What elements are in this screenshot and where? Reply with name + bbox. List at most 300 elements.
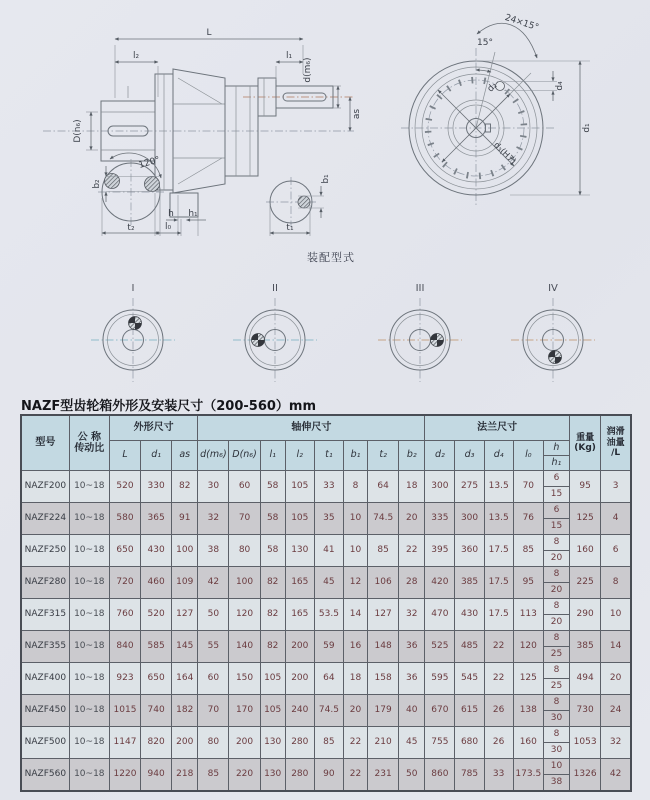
value-cell: 820 — [141, 727, 172, 759]
table-title: NAZF型齿轮箱外形及安装尺寸（200-560）mm — [21, 399, 317, 414]
h1-value-cell: 20 — [543, 615, 569, 631]
value-cell: 26 — [484, 695, 513, 727]
value-cell: 280 — [285, 759, 314, 792]
value-cell: 330 — [141, 471, 172, 503]
input-shaft-detail — [92, 153, 164, 236]
model-cell: NAZF200 — [21, 471, 69, 503]
h-value-cell: 8 — [543, 695, 569, 711]
value-cell: 430 — [455, 599, 484, 631]
h-value-cell: 8 — [543, 567, 569, 583]
table-row — [21, 663, 631, 679]
value-cell: 360 — [455, 535, 484, 567]
value-cell: 860 — [425, 759, 455, 792]
col-header-ratio — [69, 415, 109, 471]
value-cell: 100 — [229, 567, 260, 599]
value-cell: 55 — [198, 631, 229, 663]
col-header-h: h — [543, 441, 569, 456]
value-cell: 130 — [260, 759, 285, 792]
value-cell: 420 — [425, 567, 455, 599]
assembly-type-3-numeral: III — [415, 283, 425, 294]
value-cell: 275 — [455, 471, 484, 503]
model-cell: NAZF560 — [21, 759, 69, 792]
value-cell: 200 — [285, 631, 314, 663]
value-cell: 95 — [513, 567, 543, 599]
value-cell: 120 — [229, 599, 260, 631]
h1-value-cell: 20 — [543, 583, 569, 599]
col-header-oil-line2: 油量 — [606, 437, 625, 448]
value-cell: 680 — [455, 727, 484, 759]
ratio-cell: 10~18 — [69, 759, 109, 792]
value-cell: 160 — [513, 727, 543, 759]
value-cell: 90 — [314, 759, 343, 792]
value-cell: 18 — [399, 471, 425, 503]
value-cell: 105 — [260, 695, 285, 727]
assembly-type-4 — [509, 282, 597, 384]
spec-table-head — [21, 415, 631, 471]
h1-value-cell: 30 — [543, 743, 569, 759]
h-value-cell: 8 — [543, 599, 569, 615]
value-cell: 113 — [513, 599, 543, 631]
assembly-type-1 — [89, 282, 177, 384]
model-cell: NAZF400 — [21, 663, 69, 695]
value-cell: 138 — [513, 695, 543, 727]
value-cell: 385 — [455, 567, 484, 599]
col-header-as: as — [172, 441, 198, 471]
value-cell: 60 — [198, 663, 229, 695]
assembly-type-1-numeral: I — [131, 283, 135, 294]
assembly-type-2-numeral: II — [272, 283, 278, 294]
assembly-type-3 — [376, 282, 464, 384]
value-cell: 12 — [343, 567, 367, 599]
col-header-dm6: d(m₆) — [198, 441, 229, 471]
col-header-weight-line2: (Kg) — [574, 443, 596, 453]
value-cell: 545 — [455, 663, 484, 695]
value-cell: 64 — [368, 471, 399, 503]
assembly-type-2 — [231, 282, 319, 384]
value-cell: 923 — [109, 663, 140, 695]
dim-dm6 — [303, 57, 341, 108]
dim-label-15deg: 15° — [477, 38, 493, 48]
value-cell: 200 — [229, 727, 260, 759]
value-cell: 35 — [314, 503, 343, 535]
value-cell: 42 — [198, 567, 229, 599]
value-cell: 140 — [229, 631, 260, 663]
value-cell: 525 — [425, 631, 455, 663]
value-cell: 85 — [513, 535, 543, 567]
table-row — [21, 695, 631, 711]
value-cell: 580 — [109, 503, 140, 535]
assembly-caption: 装配型式 — [307, 251, 355, 264]
ratio-cell: 10~18 — [69, 535, 109, 567]
weight-cell: 494 — [570, 663, 601, 695]
value-cell: 650 — [109, 535, 140, 567]
ratio-cell: 10~18 — [69, 663, 109, 695]
dim-label-d4: d₄ — [555, 81, 565, 91]
oil-cell: 6 — [601, 535, 631, 567]
h-value-cell: 10 — [543, 759, 569, 775]
value-cell: 1147 — [109, 727, 140, 759]
value-cell: 91 — [172, 503, 198, 535]
dim-label-l1: l₁ — [285, 51, 293, 61]
keyway-hole — [298, 196, 310, 208]
table-row — [21, 599, 631, 615]
value-cell: 85 — [198, 759, 229, 792]
col-header-b1: b₁ — [343, 441, 367, 471]
value-cell: 8 — [343, 471, 367, 503]
weight-cell: 290 — [570, 599, 601, 631]
value-cell: 182 — [172, 695, 198, 727]
dim-as — [350, 97, 362, 131]
col-header-d1: d₁ — [141, 441, 172, 471]
h1-value-cell: 20 — [543, 551, 569, 567]
value-cell: 10 — [343, 503, 367, 535]
value-cell: 36 — [399, 663, 425, 695]
weight-cell: 1326 — [570, 759, 601, 792]
value-cell: 240 — [285, 695, 314, 727]
col-header-b2: b₂ — [399, 441, 425, 471]
output-shaft-detail — [266, 174, 331, 236]
value-cell: 41 — [314, 535, 343, 567]
oil-cell: 3 — [601, 471, 631, 503]
col-header-l2: l₂ — [285, 441, 314, 471]
ratio-cell: 10~18 — [69, 727, 109, 759]
table-row — [21, 631, 631, 647]
value-cell: 595 — [425, 663, 455, 695]
value-cell: 58 — [260, 503, 285, 535]
value-cell: 218 — [172, 759, 198, 792]
value-cell: 615 — [455, 695, 484, 727]
dim-label-d1: d₁ — [582, 123, 592, 133]
value-cell: 22 — [343, 727, 367, 759]
model-cell: NAZF355 — [21, 631, 69, 663]
dim-l1 — [276, 51, 303, 80]
oil-cell: 14 — [601, 631, 631, 663]
oil-cell: 4 — [601, 503, 631, 535]
group-header-flange-dims: 法兰尺寸 — [425, 415, 570, 441]
model-cell: NAZF500 — [21, 727, 69, 759]
value-cell: 148 — [368, 631, 399, 663]
value-cell: 430 — [141, 535, 172, 567]
dim-label-d2: d₂ — [485, 80, 500, 95]
dim-label-L: L — [206, 28, 212, 38]
weight-cell: 160 — [570, 535, 601, 567]
value-cell: 17.5 — [484, 567, 513, 599]
value-cell: 32 — [399, 599, 425, 631]
value-cell: 470 — [425, 599, 455, 631]
model-cell: NAZF224 — [21, 503, 69, 535]
value-cell: 105 — [260, 663, 285, 695]
col-header-oil-line3: /L — [611, 448, 621, 459]
value-cell: 82 — [260, 631, 285, 663]
dim-label-bolt-pattern: 24×15° — [503, 12, 540, 34]
h-value-cell: 6 — [543, 503, 569, 519]
value-cell: 200 — [285, 663, 314, 695]
dim-label-b1: b₁ — [321, 174, 331, 184]
value-cell: 300 — [425, 471, 455, 503]
value-cell: 165 — [285, 599, 314, 631]
value-cell: 13.5 — [484, 503, 513, 535]
h1-value-cell: 38 — [543, 775, 569, 792]
weight-cell: 385 — [570, 631, 601, 663]
value-cell: 670 — [425, 695, 455, 727]
dim-label-h1: h₁ — [188, 209, 198, 219]
value-cell: 20 — [399, 503, 425, 535]
dim-d3 — [438, 90, 518, 167]
weight-cell: 125 — [570, 503, 601, 535]
h1-value-cell: 15 — [543, 487, 569, 503]
value-cell: 170 — [229, 695, 260, 727]
value-cell: 82 — [172, 471, 198, 503]
value-cell: 36 — [399, 631, 425, 663]
value-cell: 50 — [399, 759, 425, 792]
value-cell: 45 — [399, 727, 425, 759]
value-cell: 16 — [343, 631, 367, 663]
value-cell: 365 — [141, 503, 172, 535]
value-cell: 127 — [172, 599, 198, 631]
value-cell: 53.5 — [314, 599, 343, 631]
value-cell: 280 — [285, 727, 314, 759]
col-header-l0: l₀ — [513, 441, 543, 471]
h-value-cell: 6 — [543, 471, 569, 487]
model-cell: NAZF315 — [21, 599, 69, 631]
h-value-cell: 8 — [543, 631, 569, 647]
group-header-shaft-dims: 轴伸尺寸 — [198, 415, 425, 441]
value-cell: 760 — [109, 599, 140, 631]
value-cell: 179 — [368, 695, 399, 727]
col-header-t1: t₁ — [314, 441, 343, 471]
value-cell: 58 — [260, 535, 285, 567]
value-cell: 1220 — [109, 759, 140, 792]
value-cell: 200 — [172, 727, 198, 759]
col-header-h1: h₁ — [543, 456, 569, 471]
value-cell: 20 — [343, 695, 367, 727]
h1-value-cell: 25 — [543, 679, 569, 695]
value-cell: 22 — [399, 535, 425, 567]
dim-L — [115, 28, 303, 98]
value-cell: 17.5 — [484, 535, 513, 567]
value-cell: 585 — [141, 631, 172, 663]
value-cell: 650 — [141, 663, 172, 695]
table-row — [21, 471, 631, 487]
col-header-weight — [570, 415, 601, 471]
value-cell: 127 — [368, 599, 399, 631]
value-cell: 38 — [198, 535, 229, 567]
assembly-type-4-diagram — [509, 296, 597, 384]
value-cell: 64 — [314, 663, 343, 695]
oil-cell: 32 — [601, 727, 631, 759]
value-cell: 120 — [513, 631, 543, 663]
value-cell: 220 — [229, 759, 260, 792]
value-cell: 28 — [399, 567, 425, 599]
value-cell: 125 — [513, 663, 543, 695]
dim-label-120deg: 120° — [137, 155, 162, 171]
value-cell: 80 — [198, 727, 229, 759]
col-header-model: 型号 — [21, 415, 69, 471]
model-cell: NAZF250 — [21, 535, 69, 567]
col-header-l1: l₁ — [260, 441, 285, 471]
oil-cell: 42 — [601, 759, 631, 792]
dim-label-dm6: d(m₆) — [303, 57, 313, 83]
value-cell: 231 — [368, 759, 399, 792]
value-cell: 106 — [368, 567, 399, 599]
value-cell: 940 — [141, 759, 172, 792]
col-header-d2: d₂ — [425, 441, 455, 471]
weight-cell: 1053 — [570, 727, 601, 759]
value-cell: 18 — [343, 663, 367, 695]
value-cell: 158 — [368, 663, 399, 695]
value-cell: 22 — [343, 759, 367, 792]
value-cell: 32 — [198, 503, 229, 535]
value-cell: 150 — [229, 663, 260, 695]
value-cell: 335 — [425, 503, 455, 535]
value-cell: 173.5 — [513, 759, 543, 792]
value-cell: 76 — [513, 503, 543, 535]
value-cell: 10 — [343, 535, 367, 567]
value-cell: 720 — [109, 567, 140, 599]
value-cell: 80 — [229, 535, 260, 567]
group-header-outline-dims: 外形尺寸 — [109, 415, 197, 441]
value-cell: 70 — [229, 503, 260, 535]
dim-bolt-pattern — [477, 13, 540, 58]
h1-value-cell: 30 — [543, 711, 569, 727]
model-cell: NAZF280 — [21, 567, 69, 599]
value-cell: 105 — [285, 471, 314, 503]
value-cell: 740 — [141, 695, 172, 727]
dim-label-b2: b₂ — [92, 179, 102, 189]
ratio-cell: 10~18 — [69, 503, 109, 535]
oil-cell: 10 — [601, 599, 631, 631]
col-header-weight-line1: 重量 — [576, 432, 595, 443]
end-view-drawing — [385, 8, 645, 243]
value-cell: 785 — [455, 759, 484, 792]
value-cell: 26 — [484, 727, 513, 759]
dim-label-as: as — [352, 108, 362, 120]
value-cell: 395 — [425, 535, 455, 567]
h-value-cell: 8 — [543, 663, 569, 679]
dim-label-l0: l₀ — [164, 222, 172, 232]
assembly-type-3-diagram — [376, 296, 464, 384]
dim-label-h: h — [168, 209, 174, 219]
keyway-hole-right — [145, 177, 160, 192]
table-row — [21, 535, 631, 551]
ratio-cell: 10~18 — [69, 471, 109, 503]
table-row — [21, 727, 631, 743]
value-cell: 70 — [198, 695, 229, 727]
value-cell: 82 — [260, 567, 285, 599]
ratio-cell: 10~18 — [69, 631, 109, 663]
dim-label-t2: t₂ — [127, 223, 135, 233]
value-cell: 210 — [368, 727, 399, 759]
col-header-d3: d₃ — [455, 441, 484, 471]
h-value-cell: 8 — [543, 727, 569, 743]
value-cell: 520 — [141, 599, 172, 631]
value-cell: 40 — [399, 695, 425, 727]
side-view-drawing — [28, 12, 373, 247]
oil-cell: 20 — [601, 663, 631, 695]
ratio-cell: 10~18 — [69, 695, 109, 727]
assembly-type-2-diagram — [231, 296, 319, 384]
oil-cell: 8 — [601, 567, 631, 599]
col-header-oil — [601, 415, 631, 471]
value-cell: 300 — [455, 503, 484, 535]
value-cell: 145 — [172, 631, 198, 663]
value-cell: 60 — [229, 471, 260, 503]
value-cell: 130 — [285, 535, 314, 567]
value-cell: 70 — [513, 471, 543, 503]
value-cell: 33 — [484, 759, 513, 792]
table-row — [21, 503, 631, 519]
value-cell: 164 — [172, 663, 198, 695]
spec-table-wrapper — [20, 414, 632, 792]
col-header-t2: t₂ — [368, 441, 399, 471]
col-header-L: L — [109, 441, 140, 471]
ratio-cell: 10~18 — [69, 567, 109, 599]
value-cell: 485 — [455, 631, 484, 663]
h-value-cell: 8 — [543, 535, 569, 551]
dim-label-d3: d₃(H7) — [491, 140, 518, 167]
keyway-hole-upper — [105, 174, 120, 189]
value-cell: 58 — [260, 471, 285, 503]
dim-label-l2: l₂ — [132, 51, 140, 61]
value-cell: 74.5 — [314, 695, 343, 727]
value-cell: 17.5 — [484, 599, 513, 631]
value-cell: 109 — [172, 567, 198, 599]
weight-cell: 730 — [570, 695, 601, 727]
assembly-type-1-diagram — [89, 296, 177, 384]
value-cell: 82 — [260, 599, 285, 631]
model-cell: NAZF450 — [21, 695, 69, 727]
weight-cell: 225 — [570, 567, 601, 599]
dim-label-Dn6: D(n₆) — [73, 119, 83, 143]
value-cell: 59 — [314, 631, 343, 663]
value-cell: 14 — [343, 599, 367, 631]
value-cell: 30 — [198, 471, 229, 503]
assembly-type-4-numeral: IV — [548, 283, 558, 294]
h1-value-cell: 25 — [543, 647, 569, 663]
table-row — [21, 759, 631, 775]
value-cell: 1015 — [109, 695, 140, 727]
h1-value-cell: 15 — [543, 519, 569, 535]
dim-d4 — [496, 71, 566, 101]
value-cell: 100 — [172, 535, 198, 567]
table-row — [21, 567, 631, 583]
value-cell: 50 — [198, 599, 229, 631]
value-cell: 85 — [368, 535, 399, 567]
value-cell: 13.5 — [484, 471, 513, 503]
col-header-ratio-line1: 公 称 — [77, 431, 102, 443]
col-header-oil-line1: 润滑 — [606, 427, 625, 438]
value-cell: 105 — [285, 503, 314, 535]
value-cell: 520 — [109, 471, 140, 503]
value-cell: 22 — [484, 631, 513, 663]
value-cell: 45 — [314, 567, 343, 599]
value-cell: 165 — [285, 567, 314, 599]
dim-l2 — [115, 51, 158, 97]
spec-table-body — [21, 471, 631, 792]
value-cell: 85 — [314, 727, 343, 759]
col-header-Dn6: D(n₆) — [229, 441, 260, 471]
value-cell: 33 — [314, 471, 343, 503]
value-cell: 755 — [425, 727, 455, 759]
weight-cell: 95 — [570, 471, 601, 503]
value-cell: 460 — [141, 567, 172, 599]
col-header-d4: d₄ — [484, 441, 513, 471]
value-cell: 840 — [109, 631, 140, 663]
col-header-ratio-line2: 传动比 — [74, 443, 105, 454]
value-cell: 74.5 — [368, 503, 399, 535]
gearbox-housing-outline — [101, 69, 333, 217]
oil-cell: 24 — [601, 695, 631, 727]
